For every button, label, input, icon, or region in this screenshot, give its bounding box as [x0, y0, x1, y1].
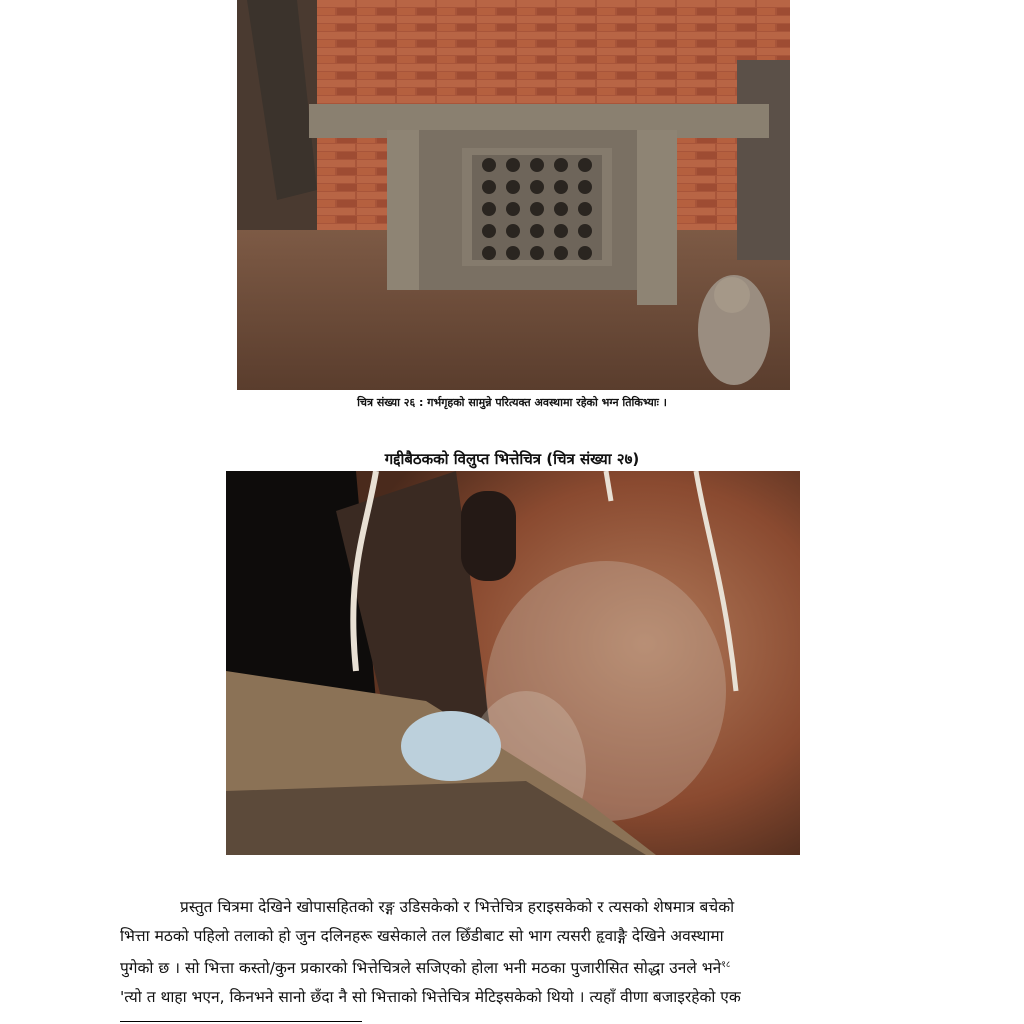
- paragraph-line: 'त्यो त थाहा भएन, किनभने सानो छँदा नै सो भित्ताको भित्तेचित्र मेटिइसकेको थियो । त्यहाँ वीणा बजाइरहेको एक: [120, 988, 741, 1007]
- vanished-mural-photo: [226, 471, 800, 855]
- paragraph-line-text: पुगेको छ । सो भित्ता कस्तो/कुन प्रकारको भित्तेचित्रले सजिएको होला भनी मठका पुजारीसित सोद्धा उनले भने: [120, 959, 722, 978]
- section-title: गद्दीबैठकको विलुप्त भित्तेचित्र (चित्र संख्या २७): [384, 450, 640, 468]
- abandoned-window-photo: [237, 0, 790, 390]
- paragraph-line: [120, 951, 912, 983]
- paragraph-line: प्रस्तुत चित्रमा देखिने खोपासहितको रङ्ग उडिसकेको र भित्तेचित्र हराइसकेको र त्यसको शेषमात्र बचेको: [180, 898, 735, 916]
- footnote-reference[interactable]: १८: [721, 960, 731, 970]
- figure-caption: चित्र संख्या २६ : गर्भगृहको सामुन्ने परित्यक्त अवस्थामा रहेको भग्न तिकिभ्याः ।: [357, 396, 667, 409]
- paragraph-line: भित्ता मठको पहिलो तलाको हो जुन दलिनहरू खसेकाले तल छिँडीबाट सो भाग त्यसरी हृवाङ्गै देखिने अवस्थामा: [120, 927, 724, 945]
- footnote-separator: [120, 1021, 362, 1022]
- body-paragraph: [120, 893, 912, 1012]
